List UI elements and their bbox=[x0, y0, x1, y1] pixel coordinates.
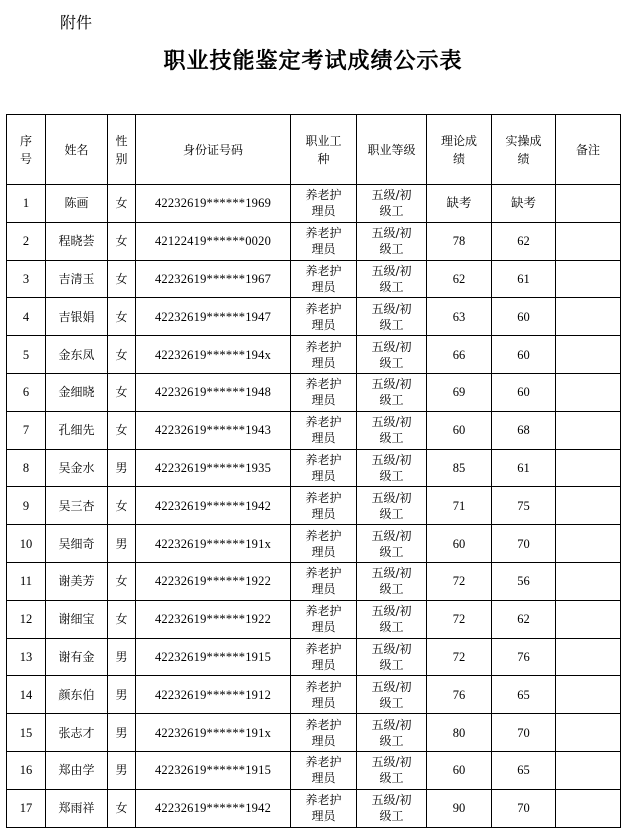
cell-occupation: 养老护 理员 bbox=[291, 449, 357, 487]
cell-theory: 71 bbox=[427, 487, 492, 525]
cell-remark bbox=[556, 260, 621, 298]
cell-seq: 7 bbox=[7, 411, 46, 449]
cell-name: 郑雨祥 bbox=[46, 789, 108, 827]
table-row bbox=[7, 411, 621, 449]
cell-gender: 男 bbox=[108, 525, 136, 563]
table-row bbox=[7, 373, 621, 411]
cell-id: 42122419******0020 bbox=[136, 222, 291, 260]
cell-theory: 72 bbox=[427, 638, 492, 676]
cell-occupation: 养老护 理员 bbox=[291, 260, 357, 298]
cell-seq: 4 bbox=[7, 298, 46, 336]
cell-id: 42232619******1942 bbox=[136, 487, 291, 525]
cell-practice: 65 bbox=[492, 676, 556, 714]
cell-occupation: 养老护 理员 bbox=[291, 185, 357, 223]
cell-level: 五级/初 级工 bbox=[357, 638, 427, 676]
table-row bbox=[7, 336, 621, 374]
cell-practice: 62 bbox=[492, 600, 556, 638]
table-row bbox=[7, 487, 621, 525]
cell-gender: 女 bbox=[108, 185, 136, 223]
cell-name: 程晓荟 bbox=[46, 222, 108, 260]
cell-gender: 女 bbox=[108, 298, 136, 336]
table-row bbox=[7, 789, 621, 827]
table-row bbox=[7, 751, 621, 789]
header-gender: 性 别 bbox=[108, 115, 136, 185]
cell-seq: 2 bbox=[7, 222, 46, 260]
table-row bbox=[7, 600, 621, 638]
table-row bbox=[7, 638, 621, 676]
cell-seq: 16 bbox=[7, 751, 46, 789]
table-row bbox=[7, 714, 621, 752]
cell-name: 张志才 bbox=[46, 714, 108, 752]
cell-occupation: 养老护 理员 bbox=[291, 487, 357, 525]
cell-gender: 女 bbox=[108, 411, 136, 449]
cell-occupation: 养老护 理员 bbox=[291, 411, 357, 449]
cell-id: 42232619******1922 bbox=[136, 562, 291, 600]
cell-theory: 63 bbox=[427, 298, 492, 336]
cell-occupation: 养老护 理员 bbox=[291, 373, 357, 411]
cell-occupation: 养老护 理员 bbox=[291, 638, 357, 676]
cell-level: 五级/初 级工 bbox=[357, 336, 427, 374]
cell-level: 五级/初 级工 bbox=[357, 789, 427, 827]
cell-level: 五级/初 级工 bbox=[357, 260, 427, 298]
cell-seq: 12 bbox=[7, 600, 46, 638]
cell-practice: 75 bbox=[492, 487, 556, 525]
cell-id: 42232619******1969 bbox=[136, 185, 291, 223]
cell-practice: 65 bbox=[492, 751, 556, 789]
cell-occupation: 养老护 理员 bbox=[291, 600, 357, 638]
cell-gender: 女 bbox=[108, 562, 136, 600]
cell-remark bbox=[556, 185, 621, 223]
cell-practice: 61 bbox=[492, 260, 556, 298]
cell-level: 五级/初 级工 bbox=[357, 449, 427, 487]
cell-remark bbox=[556, 449, 621, 487]
cell-practice: 缺考 bbox=[492, 185, 556, 223]
cell-theory: 90 bbox=[427, 789, 492, 827]
table-row bbox=[7, 449, 621, 487]
header-seq: 序 号 bbox=[7, 115, 46, 185]
cell-theory: 76 bbox=[427, 676, 492, 714]
cell-theory: 80 bbox=[427, 714, 492, 752]
table-row bbox=[7, 260, 621, 298]
cell-gender: 男 bbox=[108, 714, 136, 752]
header-level: 职业等级 bbox=[357, 115, 427, 185]
cell-remark bbox=[556, 298, 621, 336]
cell-occupation: 养老护 理员 bbox=[291, 525, 357, 563]
cell-gender: 女 bbox=[108, 260, 136, 298]
cell-occupation: 养老护 理员 bbox=[291, 751, 357, 789]
attachment-label: 附件 bbox=[60, 13, 93, 32]
cell-occupation: 养老护 理员 bbox=[291, 714, 357, 752]
cell-id: 42232619******1922 bbox=[136, 600, 291, 638]
cell-gender: 男 bbox=[108, 751, 136, 789]
cell-practice: 68 bbox=[492, 411, 556, 449]
cell-level: 五级/初 级工 bbox=[357, 222, 427, 260]
cell-gender: 男 bbox=[108, 449, 136, 487]
cell-level: 五级/初 级工 bbox=[357, 487, 427, 525]
cell-name: 吉银娟 bbox=[46, 298, 108, 336]
cell-name: 吴金水 bbox=[46, 449, 108, 487]
cell-practice: 60 bbox=[492, 336, 556, 374]
cell-level: 五级/初 级工 bbox=[357, 411, 427, 449]
cell-seq: 8 bbox=[7, 449, 46, 487]
cell-seq: 14 bbox=[7, 676, 46, 714]
cell-remark bbox=[556, 525, 621, 563]
cell-id: 42232619******191x bbox=[136, 714, 291, 752]
cell-theory: 60 bbox=[427, 411, 492, 449]
cell-remark bbox=[556, 336, 621, 374]
cell-theory: 78 bbox=[427, 222, 492, 260]
cell-seq: 13 bbox=[7, 638, 46, 676]
cell-id: 42232619******1915 bbox=[136, 751, 291, 789]
cell-id: 42232619******191x bbox=[136, 525, 291, 563]
cell-id: 42232619******1947 bbox=[136, 298, 291, 336]
cell-id: 42232619******1942 bbox=[136, 789, 291, 827]
header-occupation: 职业工 种 bbox=[291, 115, 357, 185]
cell-remark bbox=[556, 373, 621, 411]
cell-gender: 女 bbox=[108, 222, 136, 260]
header-id: 身份证号码 bbox=[136, 115, 291, 185]
cell-gender: 男 bbox=[108, 676, 136, 714]
header-name: 姓名 bbox=[46, 115, 108, 185]
cell-practice: 61 bbox=[492, 449, 556, 487]
cell-id: 42232619******1935 bbox=[136, 449, 291, 487]
cell-seq: 1 bbox=[7, 185, 46, 223]
header-practice: 实操成 绩 bbox=[492, 115, 556, 185]
header-remark: 备注 bbox=[556, 115, 621, 185]
cell-name: 谢美芳 bbox=[46, 562, 108, 600]
cell-level: 五级/初 级工 bbox=[357, 714, 427, 752]
cell-seq: 11 bbox=[7, 562, 46, 600]
table-row bbox=[7, 222, 621, 260]
cell-id: 42232619******1912 bbox=[136, 676, 291, 714]
cell-remark bbox=[556, 714, 621, 752]
cell-occupation: 养老护 理员 bbox=[291, 789, 357, 827]
cell-id: 42232619******194x bbox=[136, 336, 291, 374]
cell-seq: 3 bbox=[7, 260, 46, 298]
cell-name: 陈画 bbox=[46, 185, 108, 223]
cell-practice: 60 bbox=[492, 298, 556, 336]
cell-gender: 女 bbox=[108, 373, 136, 411]
cell-remark bbox=[556, 487, 621, 525]
cell-name: 谢有金 bbox=[46, 638, 108, 676]
cell-practice: 70 bbox=[492, 789, 556, 827]
cell-remark bbox=[556, 638, 621, 676]
cell-name: 郑由学 bbox=[46, 751, 108, 789]
cell-name: 孔细先 bbox=[46, 411, 108, 449]
cell-name: 谢细宝 bbox=[46, 600, 108, 638]
page-title: 职业技能鉴定考试成绩公示表 bbox=[163, 49, 463, 74]
cell-level: 五级/初 级工 bbox=[357, 525, 427, 563]
cell-id: 42232619******1943 bbox=[136, 411, 291, 449]
cell-gender: 女 bbox=[108, 487, 136, 525]
table-row bbox=[7, 298, 621, 336]
cell-remark bbox=[556, 222, 621, 260]
cell-practice: 70 bbox=[492, 714, 556, 752]
table-row bbox=[7, 676, 621, 714]
cell-level: 五级/初 级工 bbox=[357, 676, 427, 714]
cell-remark bbox=[556, 562, 621, 600]
cell-seq: 15 bbox=[7, 714, 46, 752]
cell-theory: 85 bbox=[427, 449, 492, 487]
cell-theory: 72 bbox=[427, 600, 492, 638]
cell-name: 吴三杏 bbox=[46, 487, 108, 525]
cell-level: 五级/初 级工 bbox=[357, 600, 427, 638]
cell-name: 吉清玉 bbox=[46, 260, 108, 298]
cell-gender: 女 bbox=[108, 600, 136, 638]
cell-id: 42232619******1915 bbox=[136, 638, 291, 676]
cell-remark bbox=[556, 676, 621, 714]
cell-seq: 10 bbox=[7, 525, 46, 563]
cell-gender: 女 bbox=[108, 336, 136, 374]
cell-level: 五级/初 级工 bbox=[357, 373, 427, 411]
header-theory: 理论成 绩 bbox=[427, 115, 492, 185]
cell-remark bbox=[556, 411, 621, 449]
cell-level: 五级/初 级工 bbox=[357, 298, 427, 336]
cell-level: 五级/初 级工 bbox=[357, 751, 427, 789]
cell-remark bbox=[556, 751, 621, 789]
cell-level: 五级/初 级工 bbox=[357, 562, 427, 600]
cell-gender: 男 bbox=[108, 638, 136, 676]
cell-name: 吴细奇 bbox=[46, 525, 108, 563]
cell-occupation: 养老护 理员 bbox=[291, 336, 357, 374]
cell-theory: 72 bbox=[427, 562, 492, 600]
cell-level: 五级/初 级工 bbox=[357, 185, 427, 223]
cell-theory: 60 bbox=[427, 751, 492, 789]
cell-gender: 女 bbox=[108, 789, 136, 827]
cell-practice: 56 bbox=[492, 562, 556, 600]
score-table bbox=[6, 114, 621, 828]
table-row bbox=[7, 185, 621, 223]
cell-id: 42232619******1967 bbox=[136, 260, 291, 298]
cell-seq: 5 bbox=[7, 336, 46, 374]
table-header-row bbox=[7, 115, 621, 185]
cell-theory: 66 bbox=[427, 336, 492, 374]
cell-seq: 9 bbox=[7, 487, 46, 525]
cell-occupation: 养老护 理员 bbox=[291, 222, 357, 260]
table-body bbox=[7, 185, 621, 828]
cell-practice: 60 bbox=[492, 373, 556, 411]
cell-occupation: 养老护 理员 bbox=[291, 562, 357, 600]
cell-name: 金东凤 bbox=[46, 336, 108, 374]
cell-name: 颜东伯 bbox=[46, 676, 108, 714]
cell-remark bbox=[556, 789, 621, 827]
table-row bbox=[7, 525, 621, 563]
cell-theory: 缺考 bbox=[427, 185, 492, 223]
cell-practice: 76 bbox=[492, 638, 556, 676]
cell-occupation: 养老护 理员 bbox=[291, 676, 357, 714]
cell-occupation: 养老护 理员 bbox=[291, 298, 357, 336]
cell-seq: 6 bbox=[7, 373, 46, 411]
cell-practice: 70 bbox=[492, 525, 556, 563]
cell-practice: 62 bbox=[492, 222, 556, 260]
cell-seq: 17 bbox=[7, 789, 46, 827]
cell-theory: 69 bbox=[427, 373, 492, 411]
cell-theory: 60 bbox=[427, 525, 492, 563]
cell-name: 金细晓 bbox=[46, 373, 108, 411]
cell-theory: 62 bbox=[427, 260, 492, 298]
cell-remark bbox=[556, 600, 621, 638]
table-row bbox=[7, 562, 621, 600]
cell-id: 42232619******1948 bbox=[136, 373, 291, 411]
